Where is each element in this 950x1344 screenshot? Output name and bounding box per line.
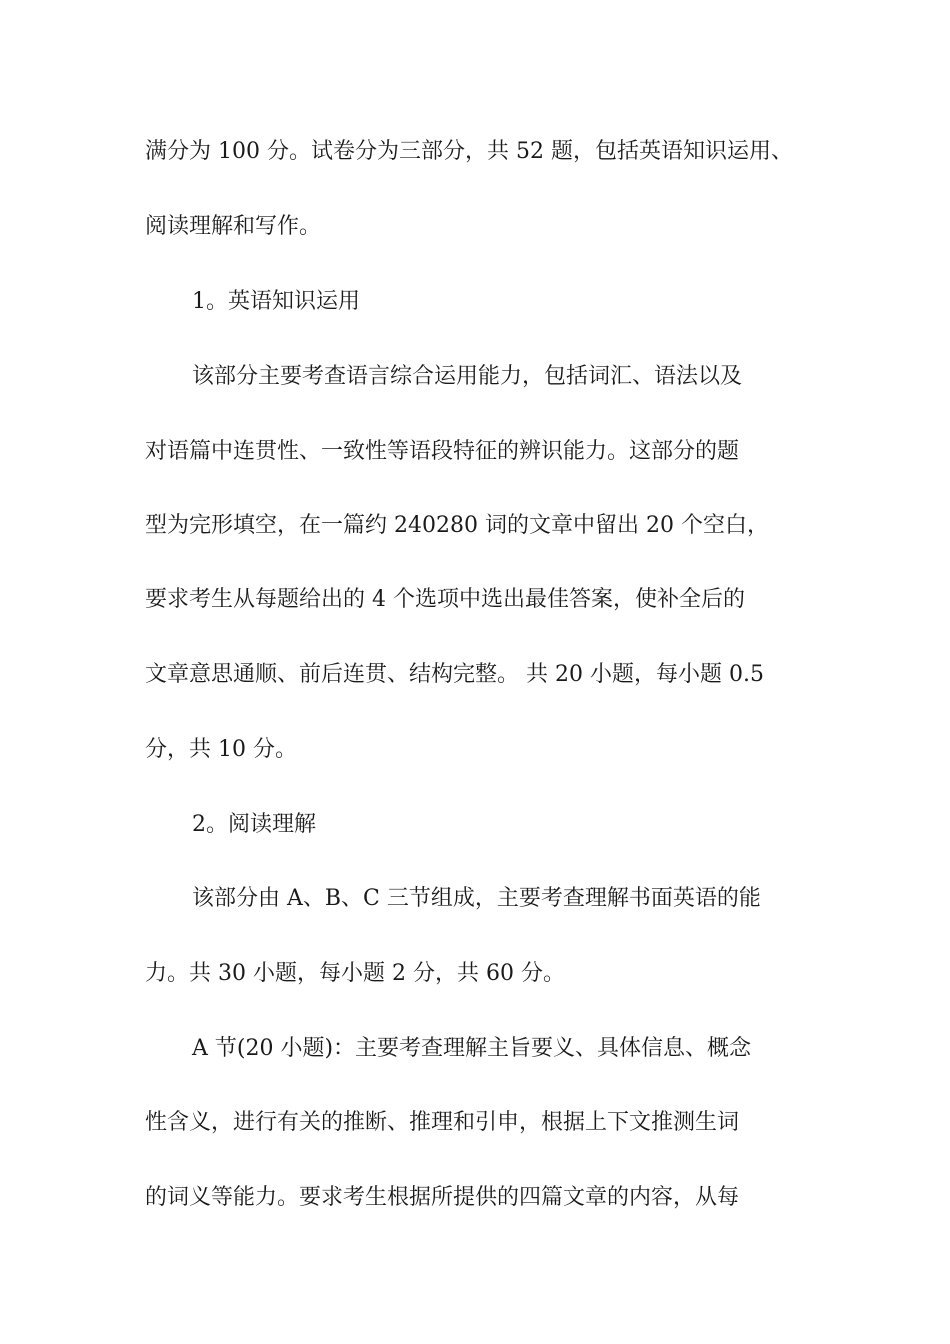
text-line: 该部分主要考查语言综合运用能力，包括词汇、语法以及	[192, 364, 743, 389]
text-line: 力。共 30 小题，每小题 2 分，共 60 分。	[145, 961, 565, 986]
text-line: 文章意思通顺、前后连贯、结构完整。 共 20 小题，每小题 0.5	[145, 662, 764, 687]
text-line: 的词义等能力。要求考生根据所提供的四篇文章的内容，从每	[145, 1185, 740, 1210]
text-line: 分，共 10 分。	[145, 737, 297, 762]
text-line: 该部分由 A、B、C 三节组成，主要考查理解书面英语的能	[192, 886, 761, 911]
text-line: 型为完形填空，在一篇约 240280 词的文章中留出 20 个空白，	[145, 513, 769, 538]
section-heading: 1。英语知识运用	[192, 289, 360, 314]
text-line: A 节(20 小题)：主要考查理解主旨要义、具体信息、概念	[192, 1036, 752, 1061]
text-line: 性含义，进行有关的推断、推理和引申，根据上下文推测生词	[145, 1110, 740, 1135]
text-line: 满分为 100 分。试卷分为三部分，共 52 题，包括英语知识运用、	[145, 139, 793, 164]
text-line: 对语篇中连贯性、一致性等语段特征的辨识能力。这部分的题	[145, 439, 740, 464]
text-line: 阅读理解和写作。	[145, 214, 322, 239]
section-heading: 2。阅读理解	[192, 812, 316, 837]
text-line: 要求考生从每题给出的 4 个选项中选出最佳答案，使补全后的	[145, 587, 745, 612]
